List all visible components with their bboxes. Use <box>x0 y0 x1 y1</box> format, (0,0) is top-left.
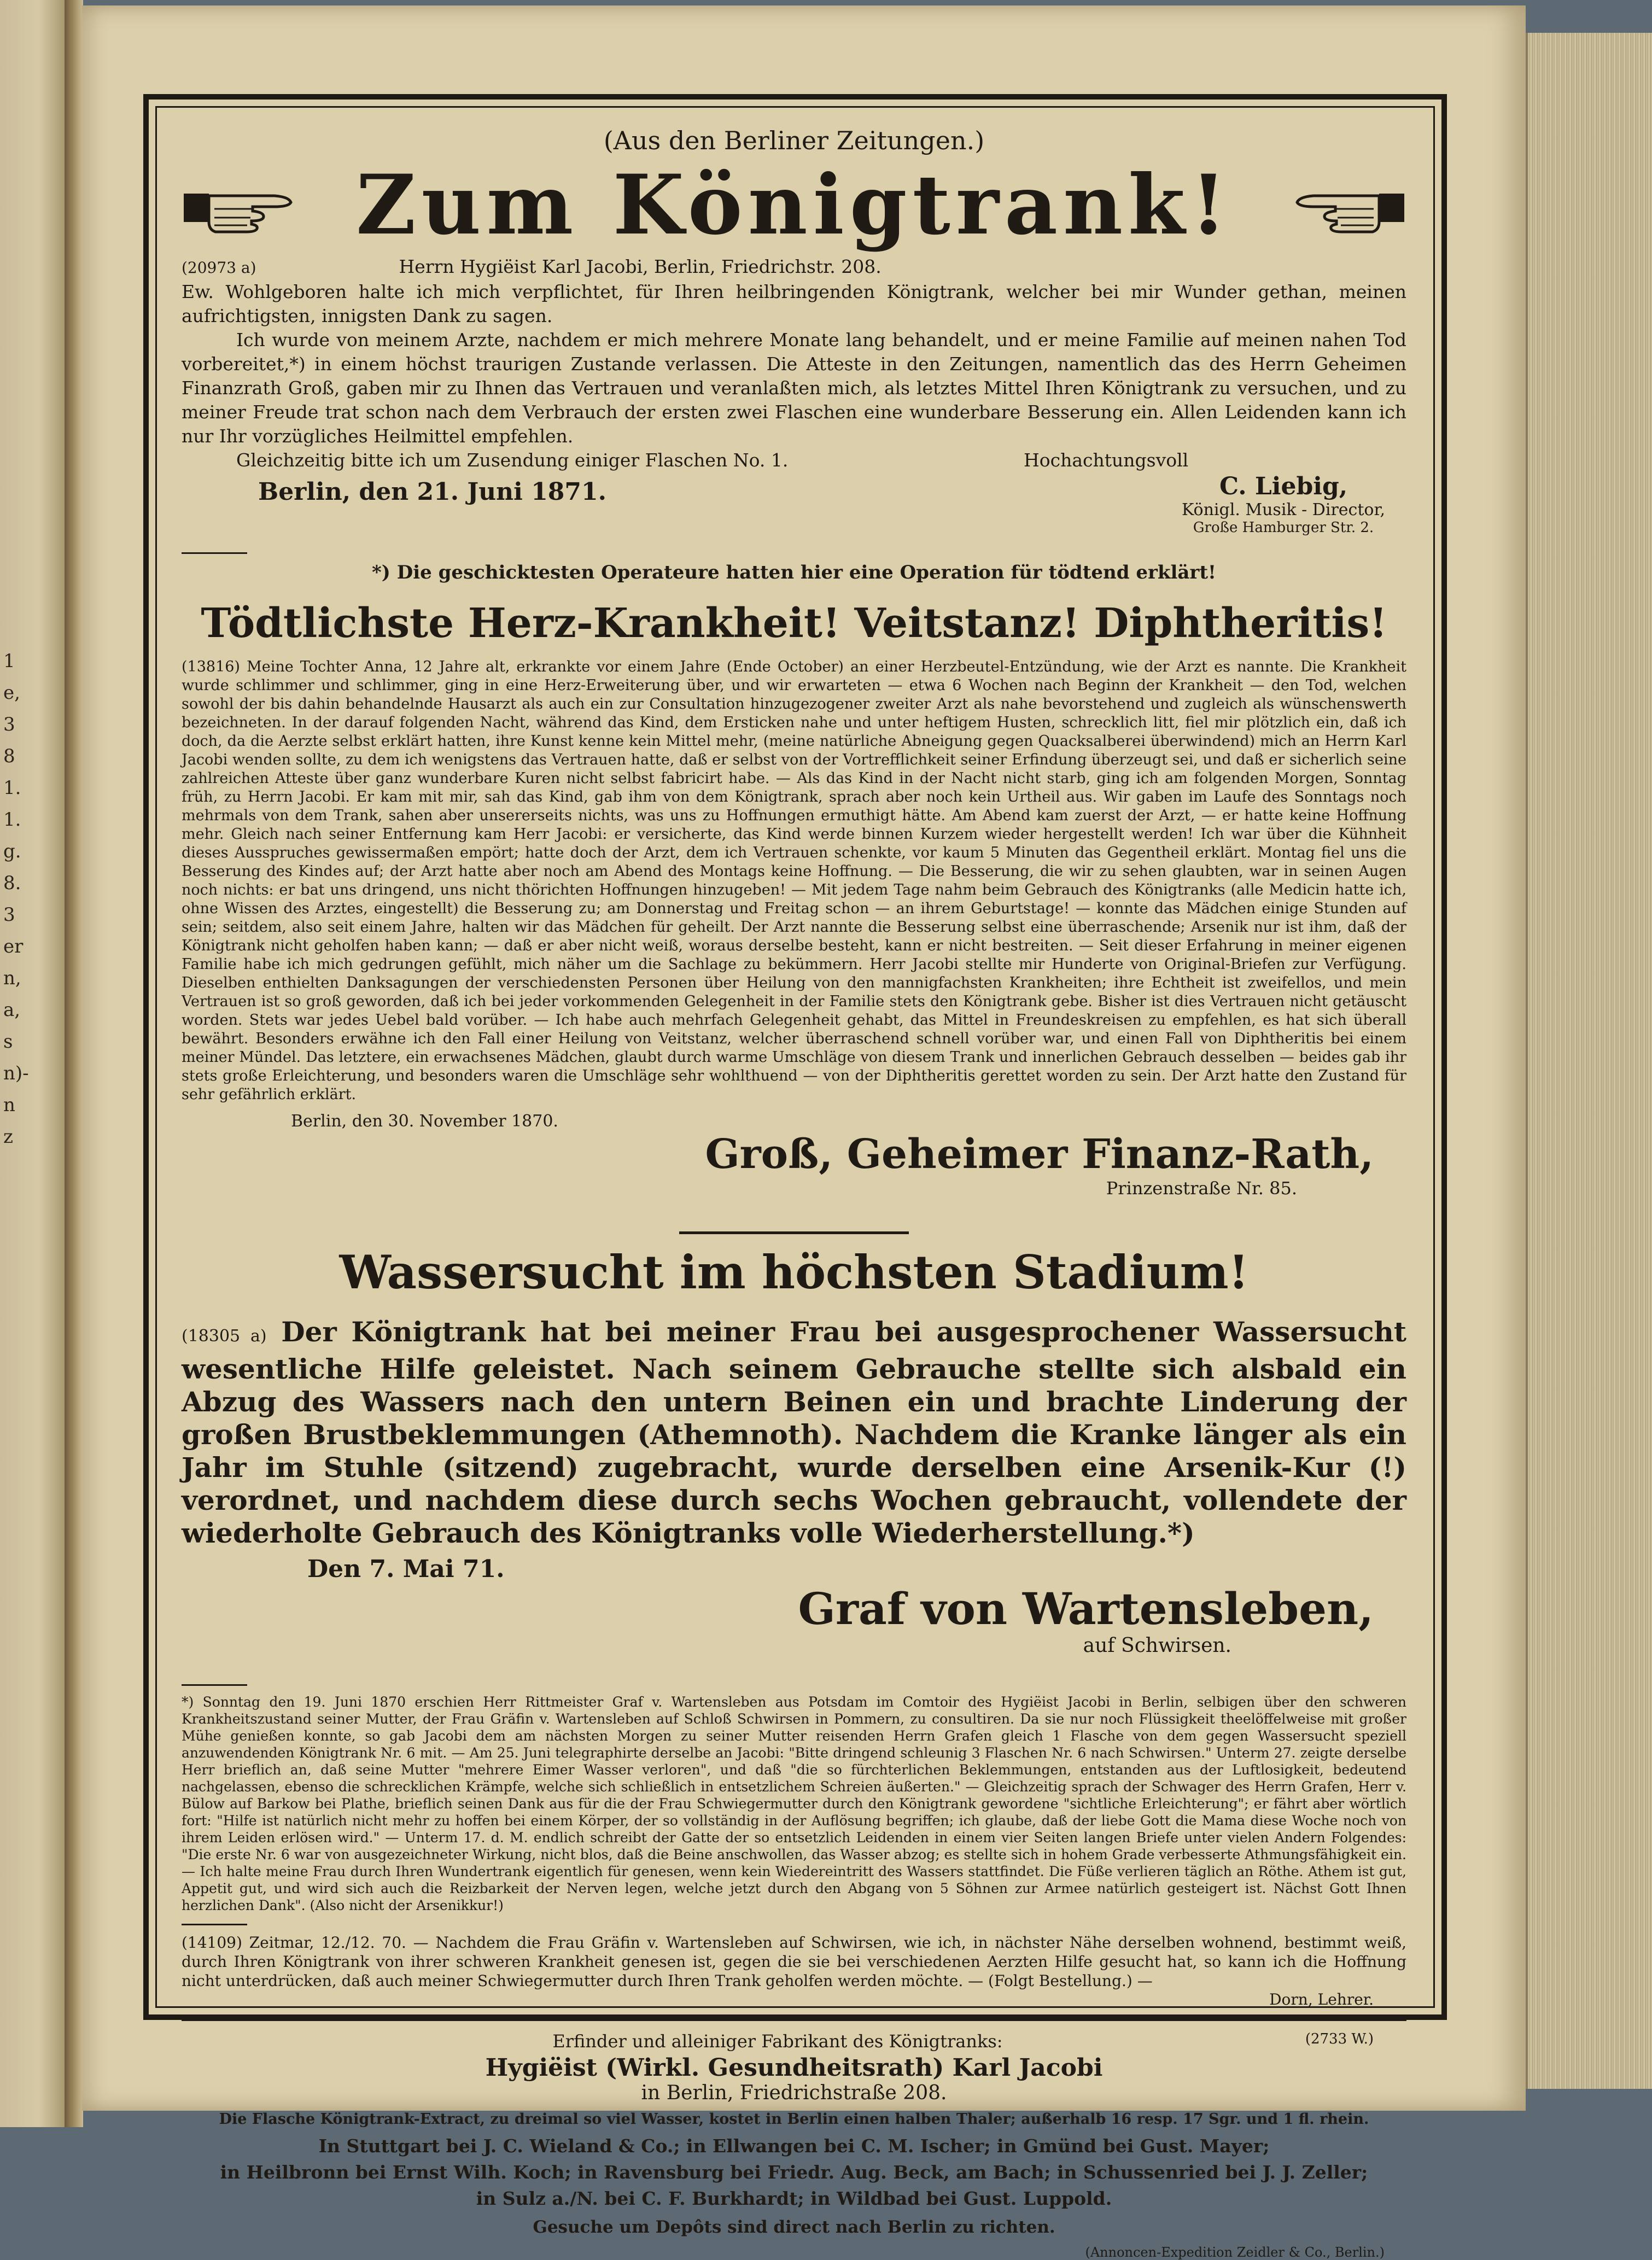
margin-mark: 1. <box>3 809 21 831</box>
divider <box>679 1231 909 1234</box>
letter-closing: Hochachtungsvoll <box>1024 449 1189 471</box>
margin-mark: 8 <box>3 745 15 767</box>
left-page-edge <box>0 0 66 2127</box>
signer-wartensleben-address: auf Schwirsen. <box>1083 1634 1231 1657</box>
section-heading-wassersucht: Wassersucht im höchsten Stadium! <box>339 1245 1249 1299</box>
margin-mark: n <box>3 1094 15 1116</box>
letter-paragraph: Gleichzeitig bitte ich um Zusendung einiger Flaschen No. 1. <box>236 449 789 471</box>
margin-mark: a, <box>3 999 21 1021</box>
footer-price: Die Flasche Königtrank-Extract, zu dreimal so viel Wasser, kostet in Berlin einen halben Thaler; außerhalb 16 resp. 17 Sgr. und 1 fl. rhein. <box>219 2111 1369 2128</box>
footer-name: Hygiëist (Wirkl. Gesundheitsrath) Karl Jacobi <box>485 2054 1103 2082</box>
letter-date: Berlin, den 21. Juni 1871. <box>258 478 606 506</box>
book-gutter <box>65 0 83 2127</box>
letter-signer: C. Liebig, <box>1219 472 1348 500</box>
letter-text: Zeitmar, 12./12. 70. — Nachdem die Frau Gräfin v. Wartensleben auf Schwirsen, wie ich, in nächster Nähe derselben wohnend, bestimmt weiß, durch Ihren Königtrank von ihrer schweren Krankheit genesen ist, gegen die sie bei verschiedenen Aerzten Hilfe gesucht hat, so kann ich die Hoffnung nicht unterdrücken, daß auch meiner Schwiegermutter durch Ihren Trank geholfen werden möchte. — (Folgt Bestellung.) — <box>182 1934 1406 1990</box>
letter-signer-address: Große Hamburger Str. 2. <box>1193 519 1374 536</box>
letter-ref: (20973 a) <box>182 259 256 277</box>
section-signature <box>182 1583 1374 1657</box>
margin-mark: 8. <box>3 872 21 894</box>
signer-gross-address: Prinzenstraße Nr. 85. <box>1106 1178 1297 1199</box>
section-ref: (13816) <box>182 658 240 675</box>
footnote-wartensleben: *) Sonntag den 19. Juni 1870 erschien Herr Rittmeister Graf v. Wartensleben aus Potsdam im Comtoir des Hygiëist Jacobi in Berlin, selbigen über den schweren Krankheitszustand seiner Mutter, der Frau Gräfin v. Wartensleben auf Schloß Schwirsen in Pommern, zu consultiren. Da sie nur noch Flüssigkeit theelöffelweise mit großer Mühe genießen konnte, so gab Jacobi dem am nächsten Morgen zu seiner Mutter reisenden Herrn Grafen gleich 1 Flasche von dem gegen Wassersucht speziell anzuwendenden Königtrank Nr. 6 mit. — Am 25. Juni telegraphirte derselbe an Jacobi: "Bitte dringend schleunig 3 Flaschen Nr. 6 nach Schwirsen." Unterm 27. zeigte derselbe Herr brieflich an, daß seine Mutter "mehrere Eimer Wasser verloren", und daß "die so fürchterlichen Beklemmungen, entstanden aus der Luftlosigkeit, bedeutend nachgelassen, ebenso die schrecklichen Krämpfe, welche sich schließlich in entsetzlichem Schreien äußerten." — Gleichzeitig sprach der Schwager des Herrn Grafen, Herr v. Bülow auf Barkow bei Plathe, brieflich seinen Dank aus für die der Frau Schwiegermutter durch den Königtrank gewordene "sichtliche Erleichterung"; er fährt aber wörtlich fort: "Hilfe ist natürlich nicht mehr zu hoffen bei einem Körper, der so vollständig in der Auflösung begriffen; ich glaube, daß der liebe Gott die Mama diese Woche noch von ihrem Leiden erlösen wird." — Unterm 17. d. M. endlich schreibt der Gatte der so entsetzlich Leidenden in einem vier Seiten langen Briefe unter vielen Andern Folgendes: "Die erste Nr. 6 war von ausgezeichneter Wirkung, nicht blos, daß die Beine anschwollen, das Wasser abzog; es stellte sich in hohem Grade verbesserte Athmungsfähigkeit ein. — Ich halte meine Frau durch Ihren Wundertrank eigentlich für genesen, wenn kein Wiedereintritt des Wassers stattfindet. Die Füße verlieren täglich an Röthe. Athem ist gut, Appetit gut, und wird sich auch die Reizbarkeit der Nerven legen, welche jetzt durch den Abgang von 5 Söhnen zur Armee natürlich gesteigert ist. Nächst Gott Ihnen herzlichen Dank". (Also nicht der Arsenikkur!) <box>182 1694 1406 1913</box>
section-heading-herz: Tödtlichste Herz-Krankheit! Veitstanz! Diphtheritis! <box>201 600 1387 647</box>
section-body-wassersucht <box>182 1316 1406 1550</box>
footer-ref: (2733 W.) <box>1305 2031 1374 2047</box>
advertisement-content <box>182 115 1406 2260</box>
letter-signer-title: Königl. Musik - Director, <box>1181 500 1386 519</box>
margin-mark: er <box>3 936 24 957</box>
letter-ref: (14109) <box>182 1934 242 1952</box>
section-ref: (18305 a) <box>182 1327 267 1346</box>
footnote-operation: *) Die geschicktesten Operateure hatten hier eine Operation für tödtend erklärt! <box>372 562 1216 583</box>
divider <box>182 2019 1406 2021</box>
section-text: Meine Tochter Anna, 12 Jahre alt, erkrankte vor einem Jahre (Ende October) an einer Herzbeutel-Entzündung, wie der Arzt es nannte. Die Krankheit wurde schlimmer und schlimmer, ging in eine Herz-Erweiterung über, und wir erwarteten — etwa 6 Wochen nach Beginn der Krankheit — den Tod, welchen sowohl der bis dahin behandelnde Hausarzt als auch ein zur Consultation hinzugezogener zweiter Arzt als nahe bevorstehend und zugleich als wünschenswerth bezeichneten. In der darauf folgenden Nacht, während das Kind, dem Ersticken nahe und unter heftigem Husten, schrecklich litt, fiel mir plötzlich ein, daß ich doch, da die Aerzte selbst erklärt hatten, ihre Kunst kenne kein Mittel mehr, (meine natürliche Abneigung gegen Quacksalberei überwindend) mich an Herrn Karl Jacobi wenden sollte, zu dem ich wenigstens das Vertrauen hatte, daß er selbst von der Vortrefflichkeit seiner Erfindung überzeugt sei, und daß er sicherlich seine zahlreichen Atteste über ganz wunderbare Kuren nicht selbst fabricirt habe. — Als das Kind in der Nacht nicht starb, ging ich am folgenden Morgen, Sonntag früh, zu Herrn Jacobi. Er kam mit mir, sah das Kind, gab ihm von dem Königtrank, sprach aber noch kein Urtheil aus. Wir gaben im Laufe des Sonntags noch mehrmals von dem Trank, sahen aber unsererseits nichts, was uns zu Hoffnungen ermuthigt hätte. Am Abend kam zuerst der Arzt, — er hatte keine Hoffnung mehr. Gleich nach seiner Entfernung kam Herr Jacobi: er versicherte, das Kind werde binnen Kurzem wieder hergestellt werden! Ich war über die Kühnheit dieses Ausspruches gewissermaßen empört; hatte doch der Arzt, dem ich Vertrauen schenkte, vor kaum 5 Minuten das Gegentheil erklärt. Montag fiel uns die Besserung des Kindes auf; der Arzt hatte aber noch am Abend des Montags keine Hoffnung. — Die Besserung, die wir zu sehen glaubten, war in seinen Augen noch nichts: er bat uns dringend, uns nicht thörichten Hoffnungen hinzugeben! — Mit jedem Tage nahm beim Gebrauch des Königtranks (alle Medicin hatte ich, ohne Wissen des Arztes, eingestellt) die Besserung zu; am Donnerstag und Freitag schon — an ihrem Geburtstage! — konnte das Mädchen einige Stunden auf sein; seitdem, also seit einem Jahre, halten wir das Mädchen für geheilt. Der Arzt nannte die Besserung selbst eine überraschende; Arsenik nur ist ihm, daß der Königtrank nicht geholfen haben kann; — daß er aber nicht weiß, woraus derselbe besteht, kann er nicht bestreiten. — Seit dieser Erfahrung in meiner eigenen Familie habe ich mich gedrungen gefühlt, mich näher um die Sachlage zu bekümmern. Herr Jacobi stellte mir Hunderte von Original-Briefen zur Verfügung. Dieselben enthielten Danksagungen der verschiedensten Personen über Heilung von den mannigfachsten Krankheiten; ihre Echtheit ist zweifellos, und mein Vertrauen ist so groß geworden, daß ich bei jeder vorkommenden Gelegenheit in der Familie stets den Königtrank gebe. Bisher ist dies Vertrauen nicht getäuscht worden. Stets war jedes Uebel bald vorüber. — Ich habe auch mehrfach Gelegenheit gehabt, das Mittel in Freundeskreisen zu empfehlen, es hat sich überall bewährt. Besonders erwähne ich den Fall einer Heilung von Veitstanz, welcher überraschend schnell vorüber war, und einen Fall von Diphtheritis bei einem meiner Mündel. Das letztere, ein erwachsenes Mädchen, glaubt durch warme Umschläge von diesem Trank und innerlichen Gebrauch desselben — beides gab ihr stets große Erleichterung, und besonders waren die Umschläge sehr wohlthuend — von der Diphtheritis gerettet worden zu sein. Der Arzt hatte den Zustand für sehr gefährlich erklärt. <box>182 658 1406 1103</box>
letter-signer: Dorn, Lehrer. <box>1269 1990 1374 2008</box>
margin-mark: s <box>3 1031 13 1053</box>
letter-signature-block <box>1024 448 1406 536</box>
pointing-hand-left-icon <box>1281 175 1406 235</box>
letter-liebig <box>182 255 1406 536</box>
letter-paragraph: Ew. Wohlgeboren halte ich mich verpflichtet, für Ihren heilbringenden Königtrank, welcher bei mir Wunder gethan, meinen aufrichtigsten, innigsten Dank zu sagen. <box>182 281 1406 326</box>
section-date: Den 7. Mai 71. <box>307 1555 505 1583</box>
margin-mark: 1. <box>3 777 21 799</box>
margin-mark: 3 <box>3 904 15 926</box>
footer-header-row <box>182 2031 1406 2052</box>
divider <box>182 1924 247 1925</box>
left-margin-marks <box>3 645 29 1739</box>
signer-wartensleben: Graf von Wartensleben, <box>798 1583 1374 1634</box>
pointing-hand-right-icon <box>182 175 307 235</box>
headline-title: Zum Königtrank! <box>356 157 1232 253</box>
margin-mark: n)- <box>3 1062 29 1084</box>
divider <box>182 552 247 554</box>
margin-mark: e, <box>3 682 20 704</box>
footer-agency: (Annoncen-Expedition Zeidler & Co., Berlin.) <box>1085 2245 1385 2260</box>
advertisement-frame <box>143 94 1447 2260</box>
signer-gross: Groß, Geheimer Finanz-Rath, <box>705 1131 1374 1178</box>
footer-request: Gesuche um Depôts sind direct nach Berlin zu richten. <box>533 2217 1055 2237</box>
depot-line: in Sulz a./N. bei C. F. Burkhardt; in Wildbad bei Gust. Luppold. <box>476 2188 1112 2209</box>
footer-depots <box>182 2133 1406 2212</box>
page-stack-edges <box>1526 33 1652 2089</box>
section-date: Berlin, den 30. November 1870. <box>291 1112 558 1131</box>
section-body-herz <box>182 658 1406 1104</box>
margin-mark: n, <box>3 967 21 989</box>
headline-row <box>182 159 1406 252</box>
letter-dorn <box>182 1933 1406 1990</box>
footer-line: Erfinder und alleiniger Fabrikant des Königtranks: <box>552 2031 1003 2052</box>
section-signature <box>182 1131 1374 1199</box>
letter-addressee: Herrn Hygiëist Karl Jacobi, Berlin, Friedrichstr. 208. <box>399 256 882 277</box>
divider <box>182 1684 247 1686</box>
letter-paragraph: Ich wurde von meinem Arzte, nachdem er mich mehrere Monate lang behandelt, und er meine Familie auf meinen nahen Tod vorbereitet,*) in einem höchst traurigen Zustande verlassen. Die Atteste in den Zeitungen, namentlich das des Herrn Geheimen Finanzrath Groß, gaben mir zu Ihnen das Vertrauen und veranlaßten mich, als letztes Mittel Ihren Königtrank zu versuchen, und zu meiner Freude trat schon nach dem Verbrauch der ersten zwei Flaschen eine wunderbare Besserung ein. Allen Leidenden kann ich nur Ihr vorzügliches Heilmittel empfehlen. <box>182 329 1406 447</box>
margin-mark: g. <box>3 840 21 862</box>
source-line: (Aus den Berliner Zeitungen.) <box>603 126 985 155</box>
letter-address-line <box>182 255 1406 280</box>
margin-mark: 1 <box>3 650 15 672</box>
letter-closing-row <box>182 448 1406 536</box>
depot-line: In Stuttgart bei J. C. Wieland & Co.; in Ellwangen bei C. M. Ischer; in Gmünd bei Gust. Mayer; <box>318 2135 1270 2157</box>
depot-line: in Heilbronn bei Ernst Wilh. Koch; in Ravensburg bei Friedr. Aug. Beck, am Bach; in Schussenried bei J. J. Zeller; <box>220 2162 1368 2183</box>
footer-address: in Berlin, Friedrichstraße 208. <box>641 2082 947 2104</box>
margin-mark: 3 <box>3 714 15 735</box>
margin-mark: z <box>3 1126 13 1148</box>
section-text: Der Königtrank hat bei meiner Frau bei ausgesprochener Wassersucht wesentliche Hilfe geleistet. Nach seinem Gebrauche stellte sich alsbald ein Abzug des Wassers nach den untern Beinen ein und brachte Linderung der großen Brustbeklemmungen (Athemnoth). Nachdem die Kranke länger als ein Jahr im Stuhle (sitzend) zugebracht, wurde derselben eine Arsenik-Kur (!) verordnet, und nachdem diese durch sechs Wochen gebraucht, vollendete der wiederholte Gebrauch des Königtranks volle Wiederherstellung.*) <box>182 1316 1406 1549</box>
